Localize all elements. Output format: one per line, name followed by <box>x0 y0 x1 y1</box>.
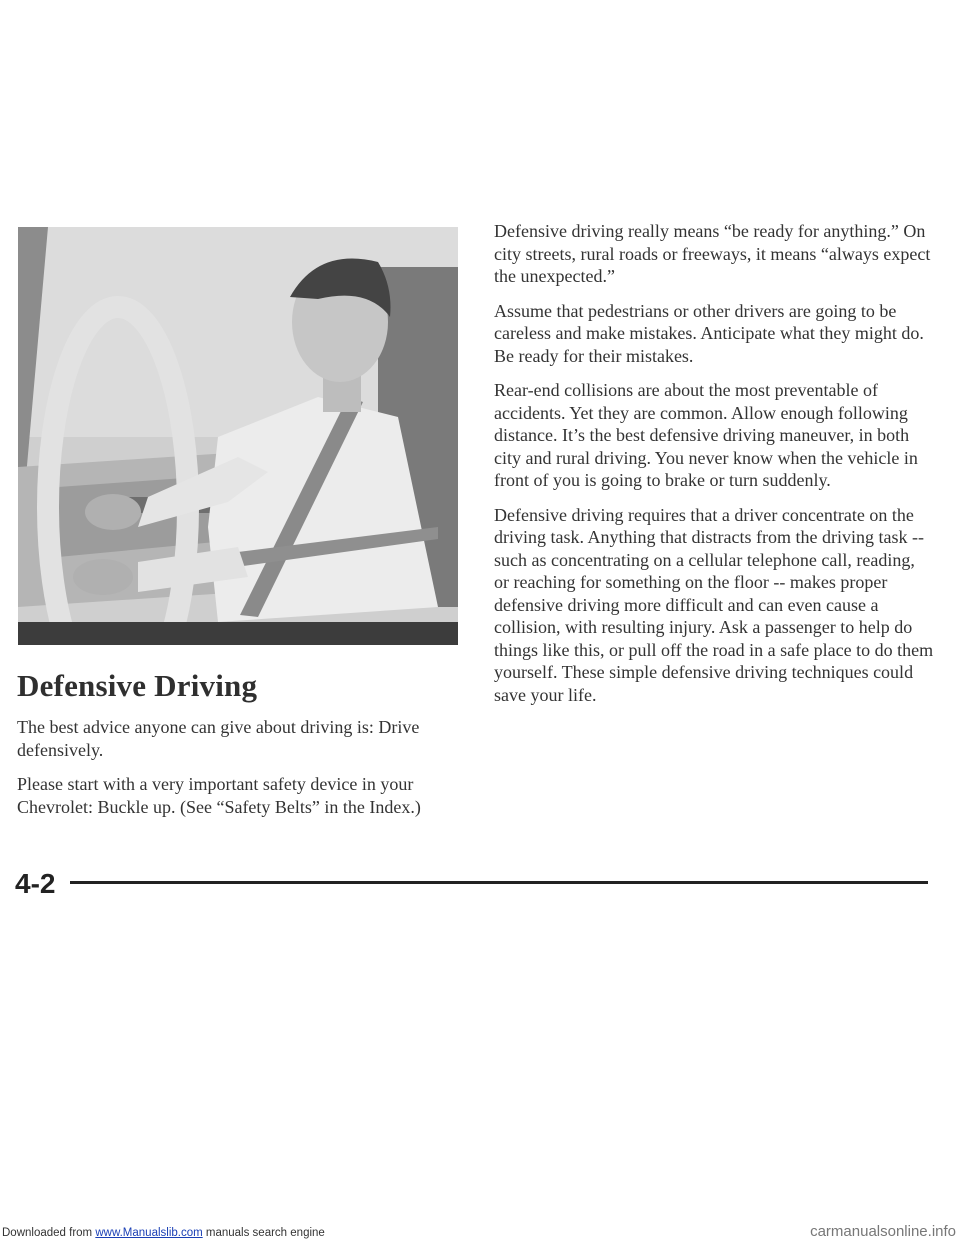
footer-text <box>2 1227 325 1239</box>
paragraph: The best advice anyone can give about driving is: Drive defensively. <box>17 717 420 760</box>
paragraph: Rear-end collisions are about the most preventable of accidents. Yet they are common. Allow enough following distance. It’s the best defensive driving maneuver, in both city and rural driving. You never know when the vehicle in front of you is going to brake or turn suddenly. <box>494 380 918 490</box>
watermark: carmanualsonline.info <box>810 1223 956 1240</box>
driver-at-wheel-illustration <box>18 227 458 645</box>
paragraph: Assume that pedestrians or other drivers are going to be careless and make mistakes. Anticipate what they might do. Be ready for their mistakes. <box>494 300 924 366</box>
driver-illustration <box>18 227 458 645</box>
right-column-text <box>494 220 934 718</box>
download-footer <box>0 1223 960 1242</box>
left-column-text <box>17 716 462 830</box>
footer-rule <box>70 881 928 884</box>
manualslib-link[interactable]: www.Manualslib.com <box>95 1227 203 1239</box>
paragraph: Please start with a very important safety device in your Chevrolet: Buckle up. (See “Safety Belts” in the Index.) <box>17 774 421 817</box>
footer-prefix: Downloaded from <box>2 1227 96 1239</box>
page-number: 4-2 <box>15 868 56 899</box>
section-heading: Defensive Driving <box>17 668 258 703</box>
footer-suffix: manuals search engine <box>202 1227 325 1239</box>
paragraph: Defensive driving really means “be ready for anything.” On city streets, rural roads or freeways, it means “always expect the unexpected.” <box>494 221 931 286</box>
paragraph: Defensive driving requires that a driver concentrate on the driving task. Anything that distracts from the driving task -- such as concentrating on a cellular telephone call, reading, or reaching for something on the floor -- makes proper defensive driving more difficult and can even cause a collision, with resulting injury. Ask a passenger to help do things like this, or pull off the road in a safe place to do them yourself. These simple defensive driving techniques could save your life. <box>494 504 934 705</box>
